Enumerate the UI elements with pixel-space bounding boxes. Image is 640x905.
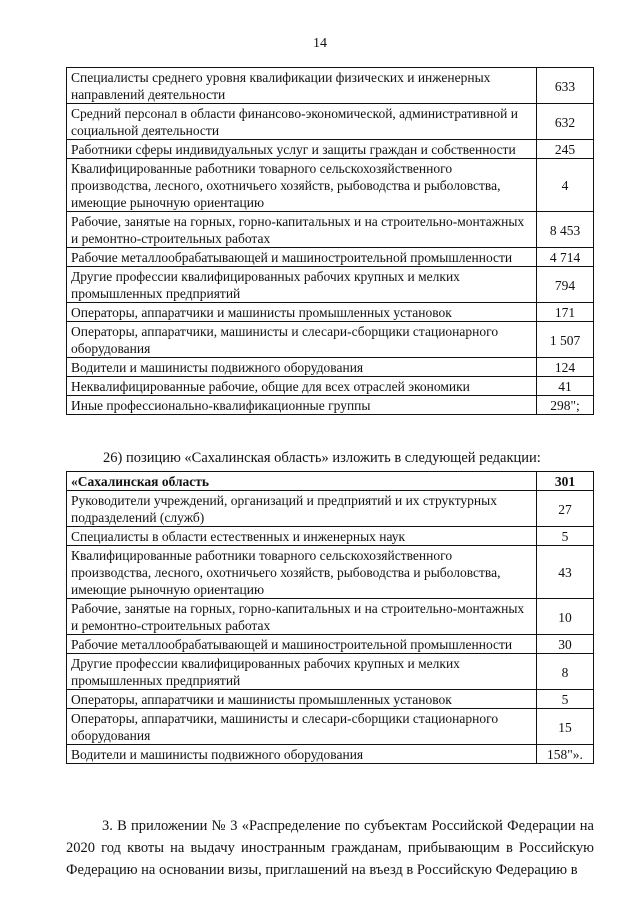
table-row (67, 654, 594, 690)
table-row (67, 599, 594, 635)
row-label: Работники сферы индивидуальных услуг и защиты граждан и собственности (67, 140, 537, 159)
table-row (67, 396, 594, 415)
row-label: Специалисты в области естественных и инженерных наук (67, 527, 537, 546)
row-value: 171 (537, 303, 594, 322)
row-label: Водители и машинисты подвижного оборудования (67, 358, 537, 377)
table-row (67, 358, 594, 377)
table-row (67, 745, 594, 764)
table-row (67, 104, 594, 140)
row-label: Водители и машинисты подвижного оборудования (67, 745, 537, 764)
row-label: Другие профессии квалифицированных рабочих крупных и мелких промышленных предприятий (67, 267, 537, 303)
region-name: «Сахалинская область (67, 472, 537, 491)
row-label: Операторы, аппаратчики, машинисты и слесари-сборщики стационарного оборудования (67, 709, 537, 745)
row-value: 15 (537, 709, 594, 745)
row-value: 41 (537, 377, 594, 396)
row-label: Операторы, аппаратчики и машинисты промышленных установок (67, 303, 537, 322)
row-label: Иные профессионально-квалификационные группы (67, 396, 537, 415)
table-row (67, 267, 594, 303)
region-total: 301 (537, 472, 594, 491)
table-row (67, 709, 594, 745)
table-row (67, 140, 594, 159)
row-value: 1 507 (537, 322, 594, 358)
row-label: Квалифицированные работники товарного сельскохозяйственного производства, лесного, охотничьего хозяйств, рыбоводства и рыболовства, имеющие рыночную ориентацию (67, 159, 537, 212)
row-label: Неквалифицированные рабочие, общие для всех отраслей экономики (67, 377, 537, 396)
row-value: 4 (537, 159, 594, 212)
row-value: 43 (537, 546, 594, 599)
row-value: 245 (537, 140, 594, 159)
row-value: 298"; (537, 396, 594, 415)
row-value: 8 453 (537, 212, 594, 248)
table-row (67, 546, 594, 599)
row-value: 158"». (537, 745, 594, 764)
table-row (67, 303, 594, 322)
row-value: 8 (537, 654, 594, 690)
table-row (67, 68, 594, 104)
row-value: 632 (537, 104, 594, 140)
region-header-row (67, 472, 594, 491)
row-value: 5 (537, 527, 594, 546)
row-value: 4 714 (537, 248, 594, 267)
amendment-intro: 26) позицию «Сахалинская область» изложить в следующей редакции: (103, 450, 541, 466)
row-label: Квалифицированные работники товарного сельскохозяйственного производства, лесного, охотничьего хозяйств, рыбоводства и рыболовства, имеющие рыночную ориентацию (67, 546, 537, 599)
body-paragraph: 3. В приложении № 3 «Распределение по субъектам Российской Федерации на 2020 год квоты на выдачу иностранным гражданам, прибывающим в Российскую Федерацию на основании визы, приглашений на въезд в Российскую Федерацию в (66, 818, 594, 878)
row-value: 30 (537, 635, 594, 654)
table-row (67, 212, 594, 248)
row-label: Рабочие металлообрабатывающей и машиностроительной промышленности (67, 635, 537, 654)
table-row (67, 690, 594, 709)
row-label: Другие профессии квалифицированных рабочих крупных и мелких промышленных предприятий (67, 654, 537, 690)
row-label: Рабочие, занятые на горных, горно-капитальных и на строительно-монтажных и ремонтно-строительных работах (67, 212, 537, 248)
table-row (67, 248, 594, 267)
row-label: Операторы, аппаратчики, машинисты и слесари-сборщики стационарного оборудования (67, 322, 537, 358)
table-row (67, 527, 594, 546)
table-row (67, 159, 594, 212)
row-label: Операторы, аппаратчики и машинисты промышленных установок (67, 690, 537, 709)
row-value: 633 (537, 68, 594, 104)
row-value: 5 (537, 690, 594, 709)
row-value: 27 (537, 491, 594, 527)
row-value: 794 (537, 267, 594, 303)
table-row (67, 491, 594, 527)
row-label: Рабочие металлообрабатывающей и машиностроительной промышленности (67, 248, 537, 267)
table-row (67, 635, 594, 654)
quota-table-previous-region (66, 67, 594, 415)
row-value: 10 (537, 599, 594, 635)
table-row (67, 322, 594, 358)
table-row (67, 377, 594, 396)
row-value: 124 (537, 358, 594, 377)
row-label: Средний персонал в области финансово-экономической, административной и социальной деятельности (67, 104, 537, 140)
row-label: Специалисты среднего уровня квалификации физических и инженерных направлений деятельности (67, 68, 537, 104)
row-label: Руководители учреждений, организаций и предприятий и их структурных подразделений (служб) (67, 491, 537, 527)
row-label: Рабочие, занятые на горных, горно-капитальных и на строительно-монтажных и ремонтно-строительных работах (67, 599, 537, 635)
quota-table-sakhalin (66, 471, 594, 764)
page-number: 14 (313, 36, 327, 51)
